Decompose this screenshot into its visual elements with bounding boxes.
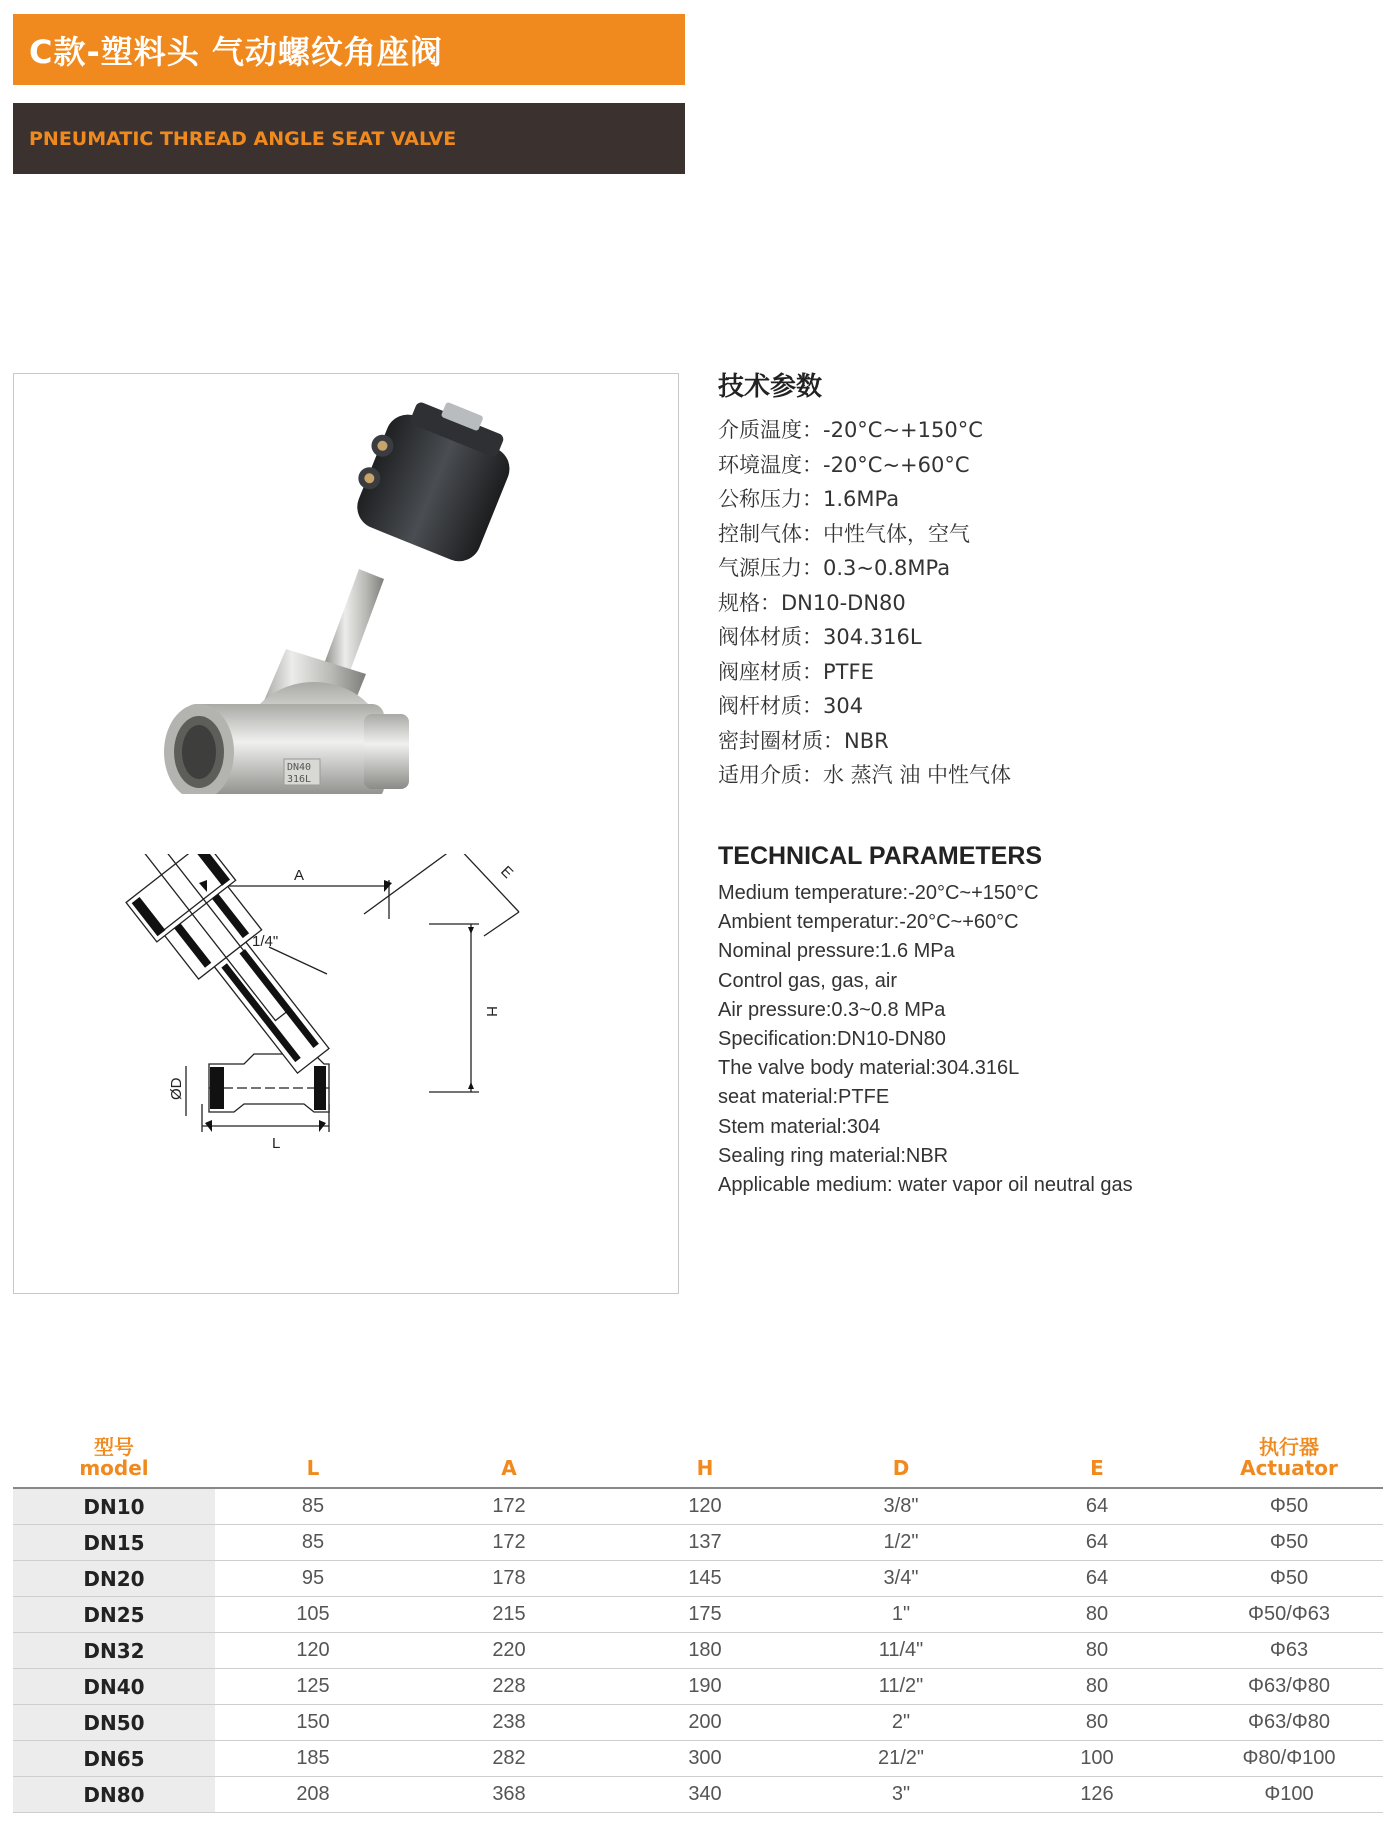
table-row <box>13 1525 1383 1561</box>
cell-a: 368 <box>411 1777 607 1813</box>
dimension-table-wrap <box>13 1412 1383 1813</box>
cell-e: 80 <box>999 1669 1195 1705</box>
cell-a: 282 <box>411 1741 607 1777</box>
dim-label-h: H <box>483 1006 500 1017</box>
dimension-drawing <box>14 854 678 1194</box>
spec-en-line: seat material:PTFE <box>718 1086 890 1109</box>
dim-label-a: A <box>294 867 305 884</box>
table-row <box>13 1669 1383 1705</box>
cell-l: 208 <box>215 1777 411 1813</box>
spec-cn-line: 介质温度：-20°C~+150°C <box>718 418 983 442</box>
table-row <box>13 1777 1383 1813</box>
col-header-d: D <box>803 1412 999 1488</box>
cell-l: 95 <box>215 1561 411 1597</box>
cell-l: 120 <box>215 1633 411 1669</box>
spec-cn-line: 阀体材质：304.316L <box>718 625 922 649</box>
cell-a: 215 <box>411 1597 607 1633</box>
cell-e: 64 <box>999 1561 1195 1597</box>
cell-model: DN40 <box>13 1669 215 1705</box>
spec-cn-line: 阀座材质：PTFE <box>718 659 874 684</box>
cell-model: DN65 <box>13 1741 215 1777</box>
cell-d: 1/2" <box>803 1525 999 1561</box>
cell-d: 11/2" <box>803 1669 999 1705</box>
title-banner-en <box>13 103 685 174</box>
cell-a: 238 <box>411 1705 607 1741</box>
dim-label-d: ØD <box>168 1077 185 1100</box>
spec-en-line: The valve body material:304.316L <box>718 1057 1020 1080</box>
col-header-a: A <box>411 1412 607 1488</box>
cell-actuator: Φ63/Φ80 <box>1195 1705 1383 1741</box>
col-header-l: L <box>215 1412 411 1488</box>
table-row <box>13 1597 1383 1633</box>
spec-cn-line: 阀杆材质：304 <box>718 694 864 718</box>
cell-a: 178 <box>411 1561 607 1597</box>
cell-actuator: Φ50/Φ63 <box>1195 1597 1383 1633</box>
actuator-head <box>342 381 525 568</box>
body-mark-material: 316L <box>287 774 312 785</box>
cell-d: 3/4" <box>803 1561 999 1597</box>
specs-cn <box>718 366 1358 793</box>
dimension-table <box>13 1412 1383 1813</box>
cell-actuator: Φ80/Φ100 <box>1195 1741 1383 1777</box>
specs-cn-heading: 技术参数 <box>718 372 823 402</box>
cell-h: 300 <box>607 1741 803 1777</box>
col-header-model-cn: 型号 <box>94 1435 134 1459</box>
cell-d: 3" <box>803 1777 999 1813</box>
body-mark-dn: DN40 <box>287 762 312 773</box>
col-header-e: E <box>999 1412 1195 1488</box>
cell-model: DN50 <box>13 1705 215 1741</box>
spec-cn-line: 环境温度：-20°C~+60°C <box>718 452 970 477</box>
cell-h: 120 <box>607 1488 803 1525</box>
table-row <box>13 1561 1383 1597</box>
cell-model: DN15 <box>13 1525 215 1561</box>
cell-model: DN80 <box>13 1777 215 1813</box>
cell-h: 175 <box>607 1597 803 1633</box>
cell-e: 100 <box>999 1741 1195 1777</box>
spec-en-line: Air pressure:0.3~0.8 MPa <box>718 998 946 1021</box>
valve-photo <box>14 374 678 794</box>
specs-en <box>718 842 1378 1200</box>
table-row <box>13 1741 1383 1777</box>
cell-l: 150 <box>215 1705 411 1741</box>
cell-h: 340 <box>607 1777 803 1813</box>
cell-d: 3/8" <box>803 1488 999 1525</box>
table-header-row <box>13 1412 1383 1488</box>
cell-l: 125 <box>215 1669 411 1705</box>
cell-actuator: Φ50 <box>1195 1525 1383 1561</box>
spec-cn-line: 规格：DN10-DN80 <box>718 590 906 615</box>
spec-en-line: Nominal pressure:1.6 MPa <box>718 940 955 963</box>
cell-h: 180 <box>607 1633 803 1669</box>
cell-model: DN10 <box>13 1488 215 1525</box>
spec-cn-line: 气源压力：0.3~0.8MPa <box>718 556 951 580</box>
cell-actuator: Φ63/Φ80 <box>1195 1669 1383 1705</box>
cell-model: DN25 <box>13 1597 215 1633</box>
cell-e: 80 <box>999 1705 1195 1741</box>
specs-en-heading: TECHNICAL PARAMETERS <box>718 842 1043 870</box>
cell-l: 85 <box>215 1488 411 1525</box>
col-header-model-en: model <box>79 1456 149 1480</box>
spec-en-line: Control gas, gas, air <box>718 969 897 992</box>
col-header-actuator-cn: 执行器 <box>1259 1435 1319 1459</box>
cell-l: 85 <box>215 1525 411 1561</box>
cell-actuator: Φ63 <box>1195 1633 1383 1669</box>
page-title-en: PNEUMATIC THREAD ANGLE SEAT VALVE <box>29 127 457 150</box>
cell-e: 126 <box>999 1777 1195 1813</box>
cell-model: DN20 <box>13 1561 215 1597</box>
cell-actuator: Φ50 <box>1195 1488 1383 1525</box>
cell-h: 137 <box>607 1525 803 1561</box>
cell-a: 172 <box>411 1525 607 1561</box>
cell-d: 21/2" <box>803 1741 999 1777</box>
spec-en-line: Medium temperature:-20°C~+150°C <box>718 882 1039 904</box>
cell-h: 190 <box>607 1669 803 1705</box>
spec-en-line: Ambient temperatur:-20°C~+60°C <box>718 911 1019 934</box>
spec-cn-line: 控制气体：中性气体，空气 <box>718 521 970 546</box>
cell-a: 228 <box>411 1669 607 1705</box>
spec-cn-line: 公称压力：1.6MPa <box>718 487 900 511</box>
spec-en-line: Specification:DN10-DN80 <box>718 1028 946 1051</box>
spec-en-line: Stem material:304 <box>718 1115 881 1138</box>
cell-e: 64 <box>999 1525 1195 1561</box>
spec-cn-line: 适用介质：水 蒸汽 油 中性气体 <box>718 763 1012 787</box>
product-image-box <box>13 373 679 1294</box>
cell-d: 1" <box>803 1597 999 1633</box>
table-row <box>13 1488 1383 1525</box>
col-header-actuator-en: Actuator <box>1240 1456 1338 1480</box>
cell-l: 185 <box>215 1741 411 1777</box>
cell-l: 105 <box>215 1597 411 1633</box>
cell-d: 11/4" <box>803 1633 999 1669</box>
cell-actuator: Φ100 <box>1195 1777 1383 1813</box>
table-body <box>13 1488 1383 1813</box>
cell-a: 172 <box>411 1488 607 1525</box>
spec-cn-line: 密封圈材质：NBR <box>718 728 889 753</box>
col-header-actuator <box>1195 1412 1383 1488</box>
spec-en-line: Applicable medium: water vapor oil neutral gas <box>718 1174 1133 1197</box>
col-header-model <box>13 1412 215 1488</box>
spec-en-line: Sealing ring material:NBR <box>718 1144 949 1167</box>
table-row <box>13 1705 1383 1741</box>
cell-d: 2" <box>803 1705 999 1741</box>
cell-model: DN32 <box>13 1633 215 1669</box>
cell-e: 80 <box>999 1633 1195 1669</box>
cell-actuator: Φ50 <box>1195 1561 1383 1597</box>
page-title-cn: C款-塑料头 气动螺纹角座阀 <box>29 32 443 71</box>
cell-e: 80 <box>999 1597 1195 1633</box>
cell-h: 145 <box>607 1561 803 1597</box>
title-banner-cn <box>13 14 685 85</box>
dim-label-l: L <box>272 1135 281 1152</box>
cell-e: 64 <box>999 1488 1195 1525</box>
cell-h: 200 <box>607 1705 803 1741</box>
table-row <box>13 1633 1383 1669</box>
col-header-h: H <box>607 1412 803 1488</box>
dim-label-thread: 1/4" <box>252 933 279 950</box>
cell-a: 220 <box>411 1633 607 1669</box>
dim-label-e: E <box>497 862 517 882</box>
